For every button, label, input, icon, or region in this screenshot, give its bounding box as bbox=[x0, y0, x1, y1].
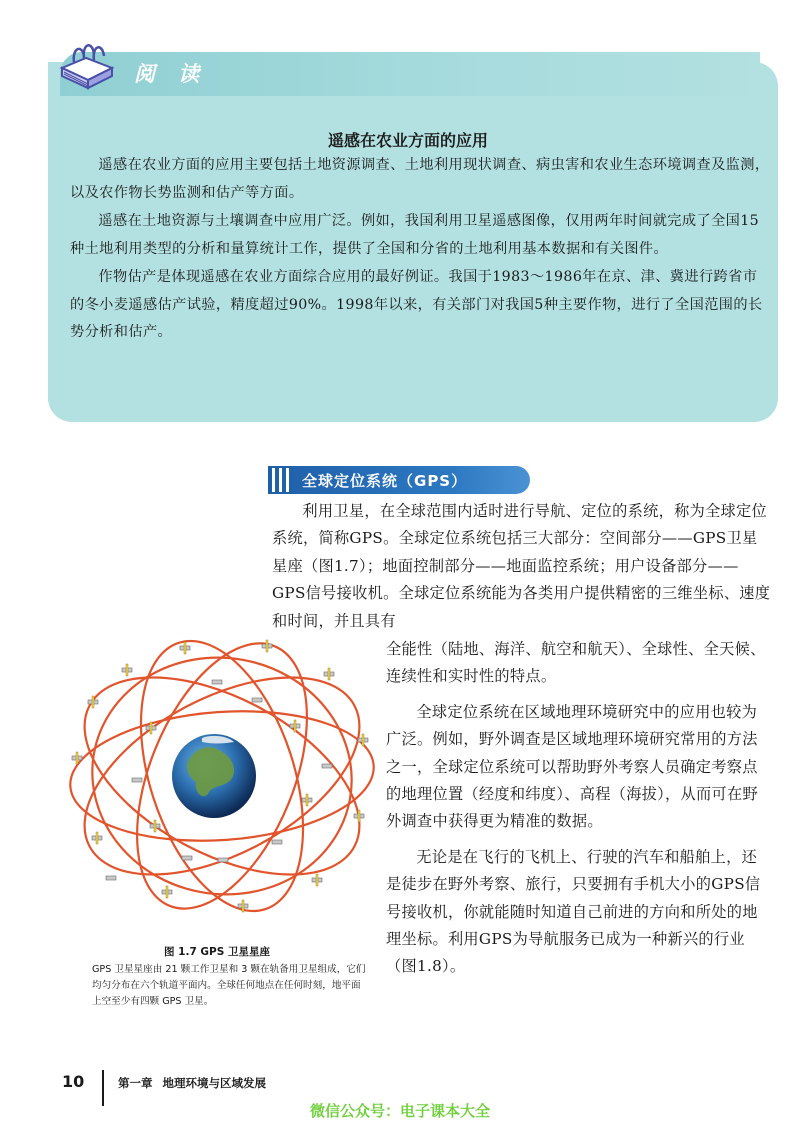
figure-caption-title: 图 1.7 GPS 卫星星座 bbox=[164, 946, 270, 958]
section-bars-icon bbox=[270, 468, 292, 492]
gps-paragraph-2: 全球定位系统在区域地理环境研究中的应用也较为广泛。例如，野外调查是区域地理环境研究常用的方法之一，全球定位系统可以帮助野外考察人员确定考察点的地理位置（经度和纬度）、高程（海拔），从而可在野外调查中获得更为精准的数据。 bbox=[386, 702, 758, 831]
gps-paragraph-3: 无论是在飞行的飞机上、行驶的汽车和船舶上，还是徒步在野外考察、旅行，只要拥有手机大小的GPS信号接收机，你就能随时知道自己前进的方向和所处的地理坐标。利用GPS为导航服务已成为一种新兴的行业（图1.8）。 bbox=[386, 847, 761, 976]
gps-intro-text: 利用卫星，在全球范围内适时进行导航、定位的系统，称为全球定位系统，简称GPS。全球定位系统包括三大部分：空间部分——GPS卫星星座（图1.7）；地面控制部分——地面监控系统；用户设备部分——GPS信号接收机。全球定位系统能为各类用户提供精密的三维坐标、速度和时间，并且具有 bbox=[272, 502, 771, 630]
reading-paragraph: 作物估产是体现遥感在农业方面综合应用的最好例证。我国于1983～1986年在京、津、冀进行跨省市的冬小麦遥感估产试验，精度超过90%。1998年以来，有关部门对我国5种主要作物，进行了全国范围的长势分析和估产。 bbox=[70, 269, 763, 340]
watermark: 微信公众号：电子课本大全 bbox=[309, 1102, 490, 1120]
reading-paragraph: 遥感在农业方面的应用主要包括土地资源调查、土地利用现状调查、病虫害和农业生态环境调查及监测，以及农作物长势监测和估产等方面。 bbox=[70, 157, 770, 201]
gps-constellation-figure bbox=[62, 628, 384, 924]
chapter-title: 第一章 地理环境与区域发展 bbox=[118, 1076, 267, 1090]
gps-body bbox=[386, 636, 772, 981]
book-icon bbox=[56, 38, 118, 96]
reading-paragraphs bbox=[70, 152, 770, 348]
reading-label: 阅 读 bbox=[134, 62, 208, 86]
gps-intro bbox=[272, 498, 772, 635]
reading-paragraph: 遥感在土地资源与土壤调查中应用广泛。例如，我国利用卫星遥感图像，仅用两年时间就完成了全国15种土地利用类型的分析和量算统计工作，提供了全国和分省的土地利用基本数据和有关图件。 bbox=[70, 213, 760, 257]
reading-title: 遥感在农业方面的应用 bbox=[327, 131, 488, 150]
gps-intro-continued: 全能性（陆地、海洋、航空和航天）、全球性、全天候、连续性和实时性的特点。 bbox=[386, 640, 766, 686]
figure-caption-body: GPS 卫星星座由 21 颗工作卫星和 3 颗在轨备用卫星组成，它们均匀分布在六个轨道平面内。全球任何地点在任何时刻，地平面上空至少有四颗 GPS 卫星。 bbox=[92, 964, 366, 1007]
section-title: 全球定位系统（GPS） bbox=[302, 472, 468, 490]
page-number: 10 bbox=[62, 1072, 85, 1091]
